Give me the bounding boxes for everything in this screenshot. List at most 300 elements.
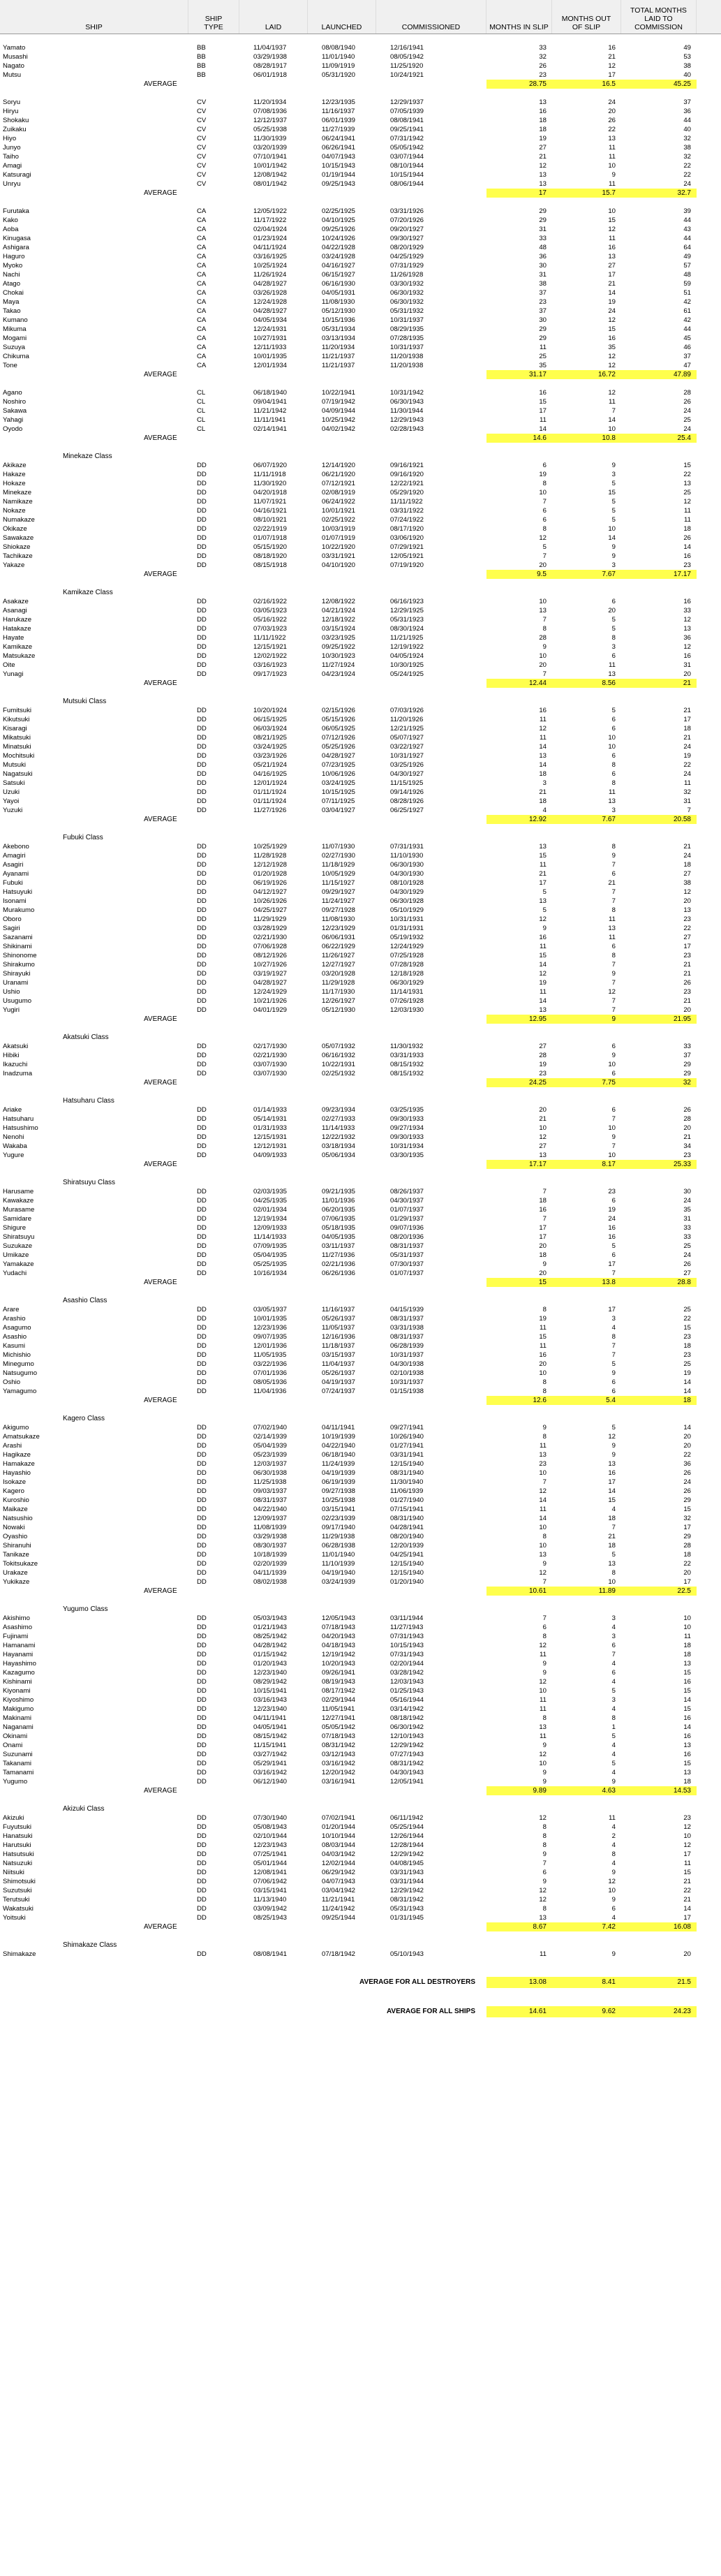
average-total-months: 32.7 xyxy=(621,189,697,198)
cell-ship-type: DD xyxy=(197,1624,207,1631)
cell-laid: 11/04/1936 xyxy=(253,1388,287,1395)
cell-ship-type: DD xyxy=(197,716,207,723)
cell-months-in-slip: 13 xyxy=(539,180,547,188)
cell-ship: Hamakaze xyxy=(3,1460,35,1468)
cell-ship-type: DD xyxy=(197,761,207,769)
cell-months-out-of-slip: 8 xyxy=(611,779,616,787)
cell-months-out-of-slip: 9 xyxy=(611,1869,616,1876)
average-months-in-slip: 10.61 xyxy=(486,1587,552,1596)
cell-total-months: 57 xyxy=(683,262,691,270)
cell-laid: 08/21/1925 xyxy=(253,734,288,742)
spacer-row xyxy=(0,379,721,388)
spacer-row xyxy=(0,1024,721,1033)
cell-months-in-slip: 20 xyxy=(539,561,547,569)
average-total-months: 25.4 xyxy=(621,434,697,443)
cell-ship-type: DD xyxy=(197,997,207,1005)
cell-months-in-slip: 36 xyxy=(539,253,547,260)
cell-laid: 05/25/1935 xyxy=(253,1260,288,1268)
cell-ship: Ushio xyxy=(3,988,20,996)
cell-laid: 03/20/1939 xyxy=(253,144,288,152)
cell-total-months: 34 xyxy=(683,1142,691,1150)
cell-laid: 01/23/1924 xyxy=(253,235,288,242)
cell-launched: 02/25/1925 xyxy=(322,207,356,215)
cell-commissioned: 12/19/1922 xyxy=(390,643,424,651)
cell-commissioned: 04/30/1929 xyxy=(390,888,424,896)
cell-total-months: 31 xyxy=(683,661,691,669)
cell-months-in-slip: 29 xyxy=(539,334,547,342)
cell-months-out-of-slip: 7 xyxy=(611,1651,616,1658)
cell-launched: 03/24/1928 xyxy=(322,253,356,260)
cell-months-out-of-slip: 5 xyxy=(611,1242,616,1250)
cell-months-out-of-slip: 17 xyxy=(608,1260,616,1268)
cell-total-months: 26 xyxy=(683,1469,691,1477)
cell-total-months: 10 xyxy=(683,1832,691,1840)
grand-average-months-out-of-slip: 9.62 xyxy=(552,2006,621,2017)
cell-launched: 06/05/1925 xyxy=(322,725,356,733)
average-row xyxy=(0,370,721,379)
cell-launched: 03/16/1942 xyxy=(322,1760,356,1767)
cell-ship: Arashio xyxy=(3,1315,26,1323)
cell-laid: 11/30/1939 xyxy=(253,135,287,142)
cell-laid: 01/11/1924 xyxy=(253,797,287,805)
cell-commissioned: 05/16/1944 xyxy=(390,1696,424,1704)
cell-ship: Nagato xyxy=(3,62,24,70)
cell-months-in-slip: 17 xyxy=(539,407,547,415)
cell-months-out-of-slip: 4 xyxy=(611,1678,616,1686)
table-row xyxy=(0,1741,721,1750)
cell-commissioned: 02/10/1938 xyxy=(390,1369,424,1377)
cell-launched: 07/11/1925 xyxy=(322,797,355,805)
cell-months-in-slip: 7 xyxy=(542,552,547,560)
table-row xyxy=(0,415,721,425)
cell-total-months: 13 xyxy=(683,1660,691,1668)
cell-launched: 06/06/1931 xyxy=(322,934,356,941)
cell-laid: 04/20/1918 xyxy=(253,489,288,496)
cell-commissioned: 08/31/1937 xyxy=(390,1315,424,1323)
cell-months-out-of-slip: 16 xyxy=(608,44,616,52)
header-total-months: TOTAL MONTHS LAID TO COMMISSION xyxy=(621,0,697,34)
table-row xyxy=(0,207,721,216)
table-row xyxy=(0,361,721,370)
cell-months-out-of-slip: 20 xyxy=(608,108,616,115)
cell-ship: Makigumo xyxy=(3,1705,34,1713)
cell-commissioned: 11/10/1930 xyxy=(390,852,424,860)
table-row xyxy=(0,1441,721,1450)
cell-laid: 10/01/1935 xyxy=(253,1315,288,1323)
table-row xyxy=(0,1360,721,1369)
cell-launched: 11/24/1942 xyxy=(322,1905,355,1913)
cell-laid: 02/10/1944 xyxy=(253,1832,288,1840)
cell-commissioned: 12/29/1942 xyxy=(390,1887,424,1894)
table-row xyxy=(0,1850,721,1859)
cell-ship: Mochitsuki xyxy=(3,752,35,760)
cell-commissioned: 07/31/1929 xyxy=(390,262,424,270)
cell-laid: 11/17/1922 xyxy=(253,216,287,224)
cell-ship-type: DD xyxy=(197,1106,207,1114)
cell-launched: 06/01/1939 xyxy=(322,117,356,124)
cell-launched: 07/18/1943 xyxy=(322,1624,356,1631)
table-row xyxy=(0,1069,721,1078)
cell-commissioned: 11/15/1925 xyxy=(390,779,424,787)
cell-ship: Maya xyxy=(3,298,20,306)
cell-months-in-slip: 27 xyxy=(539,1142,547,1150)
cell-launched: 11/18/1929 xyxy=(322,861,355,869)
cell-laid: 11/11/1918 xyxy=(253,471,286,478)
cell-total-months: 16 xyxy=(683,1732,691,1740)
cell-launched: 11/01/1936 xyxy=(322,1197,355,1205)
cell-months-in-slip: 11 xyxy=(540,1705,547,1713)
cell-ship-type: DD xyxy=(197,634,207,642)
cell-laid: 11/29/1929 xyxy=(253,915,287,923)
average-total-months: 16.08 xyxy=(621,1922,697,1931)
table-row xyxy=(0,1423,721,1432)
average-label: AVERAGE xyxy=(144,80,177,88)
cell-laid: 03/27/1942 xyxy=(253,1751,288,1758)
cell-launched: 06/26/1941 xyxy=(322,144,356,152)
cell-ship: Tamanami xyxy=(3,1769,34,1776)
table-row xyxy=(0,1877,721,1886)
cell-ship-type: CA xyxy=(197,280,207,288)
cell-months-out-of-slip: 8 xyxy=(611,843,616,851)
cell-months-out-of-slip: 4 xyxy=(611,1705,616,1713)
cell-ship: Soryu xyxy=(3,98,21,106)
cell-total-months: 26 xyxy=(683,979,691,987)
cell-total-months: 17 xyxy=(683,1524,691,1531)
cell-launched: 03/12/1943 xyxy=(322,1751,356,1758)
average-label: AVERAGE xyxy=(144,371,177,378)
table-row xyxy=(0,252,721,261)
cell-ship-type: DD xyxy=(197,1388,207,1395)
spacer-row xyxy=(0,824,721,833)
cell-ship: Hokaze xyxy=(3,480,26,487)
cell-months-in-slip: 6 xyxy=(542,507,547,515)
cell-months-out-of-slip: 10 xyxy=(608,743,616,751)
cell-ship: Namikaze xyxy=(3,498,33,506)
cell-months-in-slip: 11 xyxy=(540,1732,547,1740)
cell-launched: 04/18/1943 xyxy=(322,1642,356,1649)
cell-months-in-slip: 14 xyxy=(539,961,547,969)
cell-ship: Akebono xyxy=(3,843,29,851)
cell-launched: 04/05/1931 xyxy=(322,289,356,297)
cell-launched: 07/12/1926 xyxy=(322,734,356,742)
table-row xyxy=(0,1124,721,1133)
cell-laid: 04/09/1933 xyxy=(253,1151,288,1159)
cell-ship-type: DD xyxy=(197,1678,207,1686)
cell-months-out-of-slip: 6 xyxy=(611,770,616,778)
cell-launched: 11/21/1937 xyxy=(322,353,355,360)
cell-total-months: 23 xyxy=(683,1351,691,1359)
cell-launched: 07/06/1935 xyxy=(322,1215,356,1223)
cell-launched: 05/25/1926 xyxy=(322,743,356,751)
cell-total-months: 53 xyxy=(683,53,691,61)
cell-total-months: 59 xyxy=(683,280,691,288)
cell-ship-type: DD xyxy=(197,1124,207,1132)
cell-laid: 07/06/1942 xyxy=(253,1878,288,1885)
cell-total-months: 16 xyxy=(683,1751,691,1758)
cell-commissioned: 12/26/1944 xyxy=(390,1832,424,1840)
spacer-row xyxy=(0,1169,721,1178)
cell-ship-type: CV xyxy=(197,162,207,170)
cell-commissioned: 12/15/1940 xyxy=(390,1560,424,1568)
cell-laid: 11/11/1941 xyxy=(253,416,286,424)
class-heading: Akatsuki Class xyxy=(63,1033,109,1041)
cell-ship: Fubuki xyxy=(3,879,23,887)
cell-total-months: 7 xyxy=(687,807,691,814)
cell-commissioned: 07/27/1943 xyxy=(390,1751,424,1758)
cell-total-months: 21 xyxy=(683,734,691,742)
cell-ship: Sazanami xyxy=(3,934,33,941)
cell-months-in-slip: 9 xyxy=(542,1769,547,1776)
average-months-in-slip: 12.6 xyxy=(486,1396,552,1405)
cell-launched: 04/19/1937 xyxy=(322,1378,356,1386)
cell-ship: Inadzuma xyxy=(3,1070,33,1077)
cell-ship-type: DD xyxy=(197,507,207,515)
cell-ship-type: DD xyxy=(197,1242,207,1250)
cell-months-out-of-slip: 24 xyxy=(608,1215,616,1223)
cell-commissioned: 09/30/1927 xyxy=(390,235,424,242)
average-months-in-slip: 12.44 xyxy=(486,679,552,688)
cell-total-months: 23 xyxy=(683,988,691,996)
cell-ship-type: DD xyxy=(197,1197,207,1205)
cell-laid: 10/25/1924 xyxy=(253,262,288,270)
table-row xyxy=(0,1223,721,1232)
cell-total-months: 28 xyxy=(683,1542,691,1550)
cell-months-in-slip: 28 xyxy=(539,634,547,642)
cell-total-months: 22 xyxy=(683,471,691,478)
cell-laid: 02/16/1922 xyxy=(253,598,288,605)
cell-ship-type: DD xyxy=(197,1469,207,1477)
cell-months-out-of-slip: 8 xyxy=(611,952,616,959)
cell-months-in-slip: 13 xyxy=(539,843,547,851)
cell-total-months: 25 xyxy=(683,1242,691,1250)
cell-commissioned: 11/20/1926 xyxy=(390,716,424,723)
cell-laid: 04/22/1940 xyxy=(253,1506,288,1513)
cell-total-months: 12 xyxy=(683,1841,691,1849)
cell-ship-type: DD xyxy=(197,1251,207,1259)
table-row xyxy=(0,116,721,125)
table-row xyxy=(0,1323,721,1332)
cell-months-in-slip: 18 xyxy=(539,770,547,778)
cell-months-out-of-slip: 11 xyxy=(609,153,616,161)
cell-laid: 11/27/1926 xyxy=(253,807,287,814)
cell-commissioned: 11/26/1928 xyxy=(390,271,424,279)
table-row xyxy=(0,1242,721,1251)
cell-total-months: 24 xyxy=(683,407,691,415)
cell-launched: 04/07/1943 xyxy=(322,153,356,161)
cell-months-in-slip: 12 xyxy=(539,725,547,733)
cell-total-months: 15 xyxy=(683,1687,691,1695)
cell-months-out-of-slip: 7 xyxy=(611,1006,616,1014)
spacer-row xyxy=(0,1997,721,2006)
cell-total-months: 22 xyxy=(683,171,691,179)
cell-months-in-slip: 9 xyxy=(542,1660,547,1668)
cell-months-in-slip: 38 xyxy=(539,280,547,288)
cell-ship-type: CA xyxy=(197,289,207,297)
cell-ship-type: DD xyxy=(197,1070,207,1077)
cell-ship: Kasumi xyxy=(3,1342,25,1350)
cell-months-out-of-slip: 13 xyxy=(608,1460,616,1468)
cell-ship-type: DD xyxy=(197,1769,207,1776)
cell-months-in-slip: 10 xyxy=(539,1760,547,1767)
cell-commissioned: 11/20/1938 xyxy=(390,353,424,360)
cell-commissioned: 12/15/1940 xyxy=(390,1569,424,1577)
cell-laid: 12/19/1934 xyxy=(253,1215,288,1223)
cell-launched: 11/01/1940 xyxy=(322,53,355,61)
cell-months-in-slip: 9 xyxy=(542,643,547,651)
cell-laid: 06/07/1920 xyxy=(253,462,288,469)
cell-ship: Ayanami xyxy=(3,870,29,878)
cell-laid: 07/30/1940 xyxy=(253,1814,288,1822)
cell-ship: Minegumo xyxy=(3,1360,34,1368)
cell-months-in-slip: 11 xyxy=(540,988,547,996)
cell-total-months: 22 xyxy=(683,1451,691,1459)
cell-total-months: 24 xyxy=(683,1251,691,1259)
cell-months-in-slip: 11 xyxy=(540,734,547,742)
cell-commissioned: 01/07/1937 xyxy=(390,1269,424,1277)
cell-launched: 09/23/1934 xyxy=(322,1106,356,1114)
cell-ship-type: DD xyxy=(197,707,207,714)
cell-commissioned: 03/11/1944 xyxy=(390,1614,424,1622)
cell-commissioned: 07/15/1941 xyxy=(390,1506,424,1513)
cell-ship: Amagi xyxy=(3,162,22,170)
cell-launched: 08/17/1942 xyxy=(322,1687,356,1695)
cell-ship: Aoba xyxy=(3,226,19,233)
cell-launched: 11/29/1938 xyxy=(322,1533,355,1540)
table-row xyxy=(0,1133,721,1142)
cell-commissioned: 06/25/1927 xyxy=(390,807,424,814)
cell-months-out-of-slip: 7 xyxy=(611,979,616,987)
cell-ship: Kishinami xyxy=(3,1678,32,1686)
table-row xyxy=(0,1341,721,1350)
cell-laid: 07/25/1941 xyxy=(253,1850,288,1858)
table-row xyxy=(0,406,721,415)
cell-ship-type: DD xyxy=(197,489,207,496)
cell-laid: 03/05/1923 xyxy=(253,607,288,614)
cell-commissioned: 08/29/1935 xyxy=(390,325,424,333)
cell-ship-type: DD xyxy=(197,906,207,914)
cell-ship: Yayoi xyxy=(3,797,20,805)
average-row xyxy=(0,1786,721,1795)
table-row xyxy=(0,425,721,434)
cell-months-out-of-slip: 7 xyxy=(611,1351,616,1359)
cell-commissioned: 07/24/1922 xyxy=(390,516,424,524)
cell-ship: Yahagi xyxy=(3,416,24,424)
table-row xyxy=(0,633,721,642)
cell-months-in-slip: 37 xyxy=(539,289,547,297)
cell-commissioned: 10/31/1927 xyxy=(390,752,424,760)
cell-months-out-of-slip: 3 xyxy=(611,1614,616,1622)
cell-ship: Yunagi xyxy=(3,670,24,678)
cell-launched: 03/15/1941 xyxy=(322,1506,356,1513)
cell-months-in-slip: 25 xyxy=(539,353,547,360)
cell-commissioned: 05/10/1929 xyxy=(390,906,424,914)
cell-launched: 07/18/1943 xyxy=(322,1732,356,1740)
table-row xyxy=(0,61,721,71)
cell-launched: 10/30/1923 xyxy=(322,652,356,660)
table-row xyxy=(0,624,721,633)
cell-ship: Yakaze xyxy=(3,561,25,569)
cell-laid: 04/11/1924 xyxy=(253,244,287,251)
cell-laid: 06/01/1918 xyxy=(253,71,288,79)
cell-ship: Suzuya xyxy=(3,344,25,351)
cell-launched: 03/20/1928 xyxy=(322,970,356,978)
table-row xyxy=(0,1151,721,1160)
table-row xyxy=(0,878,721,888)
cell-launched: 11/04/1937 xyxy=(322,1360,355,1368)
cell-launched: 08/19/1943 xyxy=(322,1678,356,1686)
spacer-row xyxy=(0,1959,721,1968)
average-total-months: 21.95 xyxy=(621,1015,697,1024)
cell-months-in-slip: 6 xyxy=(542,1869,547,1876)
cell-ship: Murasame xyxy=(3,1206,35,1214)
cell-months-in-slip: 5 xyxy=(542,543,547,551)
table-row xyxy=(0,1768,721,1777)
cell-months-in-slip: 19 xyxy=(539,135,547,142)
cell-ship: Asagumo xyxy=(3,1324,31,1332)
cell-months-in-slip: 13 xyxy=(539,607,547,614)
cell-laid: 12/08/1941 xyxy=(253,1869,288,1876)
cell-laid: 03/26/1928 xyxy=(253,289,288,297)
table-row xyxy=(0,1532,721,1541)
cell-ship: Arare xyxy=(3,1306,20,1313)
table-row xyxy=(0,1732,721,1741)
cell-total-months: 17 xyxy=(683,1914,691,1922)
average-label: AVERAGE xyxy=(144,1587,177,1595)
cell-months-out-of-slip: 8 xyxy=(611,1714,616,1722)
table-row xyxy=(0,234,721,243)
average-months-in-slip: 17.17 xyxy=(486,1160,552,1169)
average-months-out-of-slip: 7.67 xyxy=(552,570,621,579)
table-row xyxy=(0,1641,721,1650)
grand-average-row xyxy=(0,1977,721,1988)
cell-launched: 02/21/1936 xyxy=(322,1260,356,1268)
cell-ship: Akigumo xyxy=(3,1424,29,1431)
cell-months-in-slip: 27 xyxy=(539,144,547,152)
cell-total-months: 13 xyxy=(683,1742,691,1749)
cell-months-out-of-slip: 9 xyxy=(611,1369,616,1377)
cell-commissioned: 03/07/1944 xyxy=(390,153,424,161)
cell-total-months: 22 xyxy=(683,1560,691,1568)
cell-months-out-of-slip: 6 xyxy=(611,1251,616,1259)
table-row xyxy=(0,806,721,815)
cell-commissioned: 03/25/1926 xyxy=(390,761,424,769)
cell-months-out-of-slip: 5 xyxy=(611,480,616,487)
cell-ship: Uranami xyxy=(3,979,29,987)
cell-months-out-of-slip: 6 xyxy=(611,870,616,878)
cell-total-months: 21 xyxy=(683,1896,691,1904)
cell-ship: Suzukaze xyxy=(3,1242,33,1250)
cell-months-in-slip: 18 xyxy=(539,797,547,805)
cell-total-months: 21 xyxy=(683,1133,691,1141)
cell-ship-type: DD xyxy=(197,770,207,778)
table-row xyxy=(0,1913,721,1922)
cell-months-in-slip: 12 xyxy=(539,1642,547,1649)
cell-laid: 10/01/1942 xyxy=(253,162,288,170)
cell-laid: 11/25/1938 xyxy=(253,1478,287,1486)
table-row xyxy=(0,1632,721,1641)
cell-laid: 08/25/1943 xyxy=(253,1914,288,1922)
cell-laid: 05/29/1941 xyxy=(253,1760,288,1767)
cell-commissioned: 04/30/1930 xyxy=(390,870,424,878)
cell-months-out-of-slip: 14 xyxy=(608,534,616,542)
cell-commissioned: 07/28/1928 xyxy=(390,961,424,969)
cell-ship: Amagiri xyxy=(3,852,26,860)
table-row xyxy=(0,706,721,715)
cell-months-out-of-slip: 6 xyxy=(611,1378,616,1386)
cell-months-out-of-slip: 11 xyxy=(609,235,616,242)
cell-ship-type: CA xyxy=(197,316,207,324)
cell-ship-type: DD xyxy=(197,979,207,987)
